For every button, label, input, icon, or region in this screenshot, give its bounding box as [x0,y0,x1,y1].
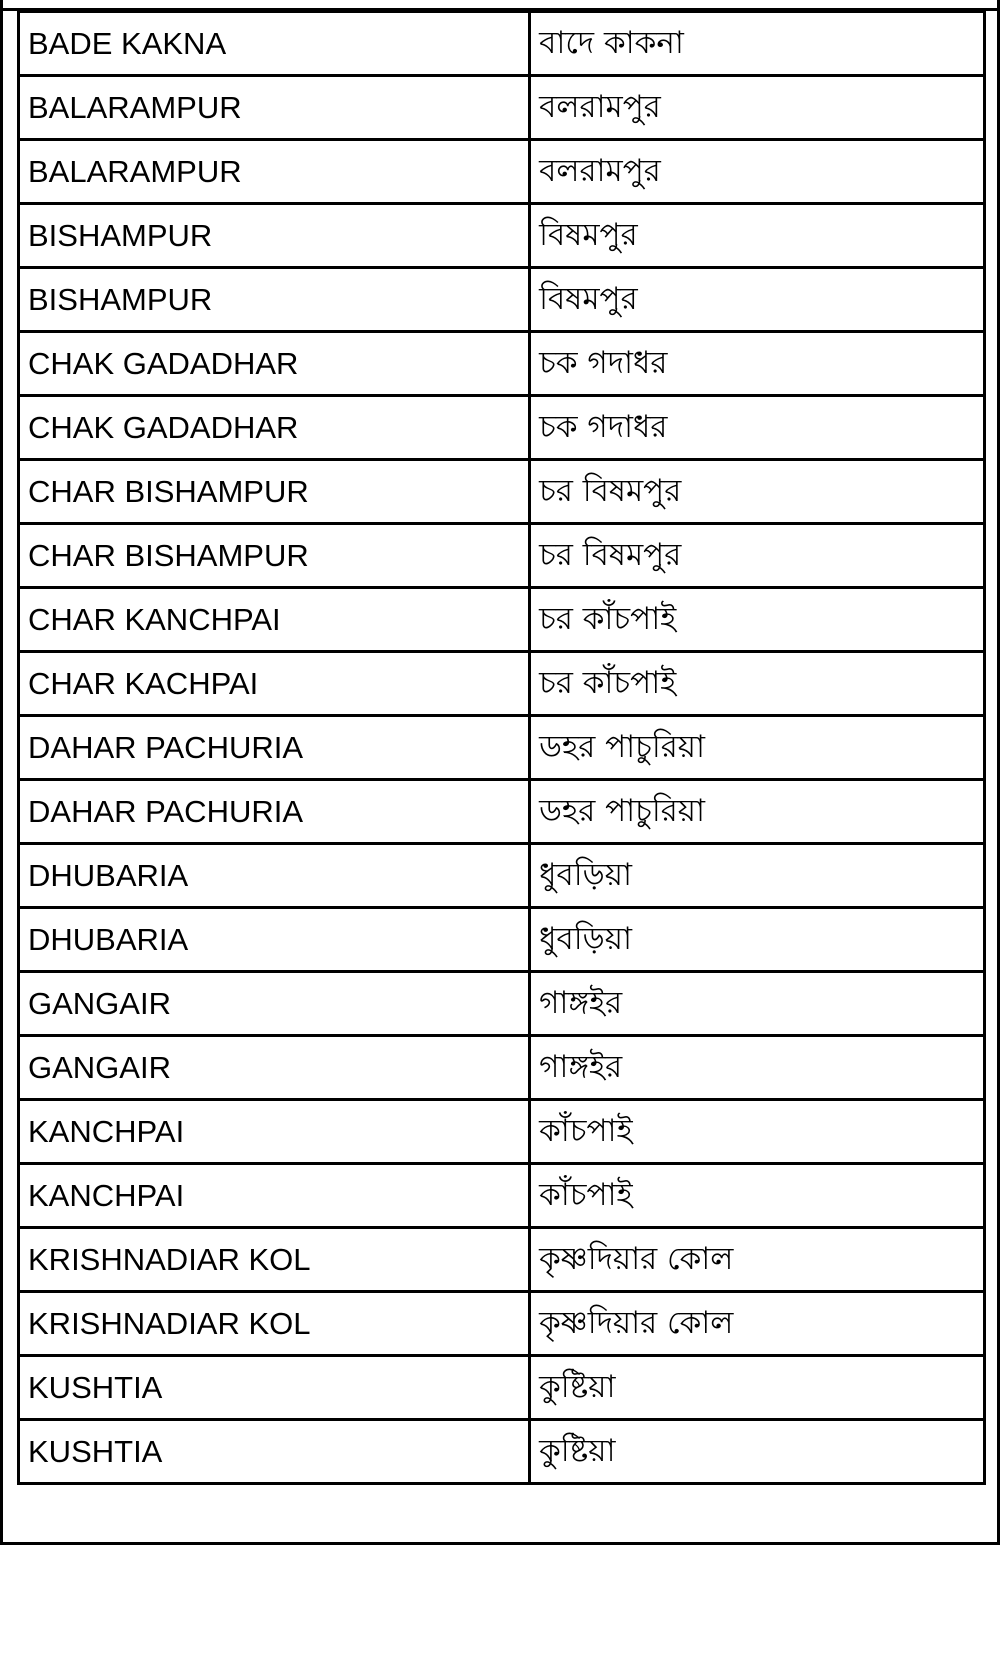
bengali-name-cell: চক গদাধর [530,332,985,396]
bengali-name-cell: কুষ্টিয়া [530,1420,985,1484]
bengali-name-cell: কাঁচপাই [530,1100,985,1164]
table-row [19,652,985,716]
table-row [19,780,985,844]
english-name-cell: CHAR BISHAMPUR [19,524,530,588]
bengali-name-cell: কৃষ্ণদিয়ার কোল [530,1228,985,1292]
table-row [19,1036,985,1100]
bengali-name-cell: বলরামপুর [530,76,985,140]
left-border-line [0,0,3,1545]
bengali-name-cell: ধুবড়িয়া [530,908,985,972]
table-row [19,76,985,140]
english-name-cell: DAHAR PACHURIA [19,716,530,780]
english-name-cell: DHUBARIA [19,908,530,972]
bengali-name-cell: ধুবড়িয়া [530,844,985,908]
table-row [19,972,985,1036]
english-name-cell: DAHAR PACHURIA [19,780,530,844]
bengali-name-cell: চর কাঁচপাই [530,652,985,716]
english-name-cell: GANGAIR [19,1036,530,1100]
english-name-cell: BALARAMPUR [19,140,530,204]
bengali-name-cell: কাঁচপাই [530,1164,985,1228]
table-row [19,140,985,204]
english-name-cell: GANGAIR [19,972,530,1036]
bengali-name-cell: বলরামপুর [530,140,985,204]
bengali-name-cell: ডহর পাচুরিয়া [530,780,985,844]
english-name-cell: CHAR BISHAMPUR [19,460,530,524]
table-row [19,844,985,908]
bengali-name-cell: চক গদাধর [530,396,985,460]
english-name-cell: CHAK GADADHAR [19,332,530,396]
table-row [19,524,985,588]
table-row [19,460,985,524]
table-row [19,396,985,460]
bengali-name-cell: কৃষ্ণদিয়ার কোল [530,1292,985,1356]
bengali-name-cell: কুষ্টিয়া [530,1356,985,1420]
table-row [19,716,985,780]
bengali-name-cell: বিষমপুর [530,268,985,332]
bengali-name-cell: চর বিষমপুর [530,460,985,524]
bottom-border-line [0,1542,1000,1545]
english-name-cell: BISHAMPUR [19,204,530,268]
english-name-cell: BISHAMPUR [19,268,530,332]
table-body [19,12,985,1484]
bengali-name-cell: বাদে কাকনা [530,12,985,76]
english-name-cell: KUSHTIA [19,1420,530,1484]
table-row [19,1100,985,1164]
english-name-cell: CHAR KANCHPAI [19,588,530,652]
table-row [19,12,985,76]
table-row [19,1292,985,1356]
bengali-name-cell: চর কাঁচপাই [530,588,985,652]
table-row [19,588,985,652]
bengali-name-cell: বিষমপুর [530,204,985,268]
english-name-cell: DHUBARIA [19,844,530,908]
table-row [19,1356,985,1420]
english-name-cell: KANCHPAI [19,1100,530,1164]
english-name-cell: BALARAMPUR [19,76,530,140]
english-name-cell: BADE KAKNA [19,12,530,76]
english-name-cell: KANCHPAI [19,1164,530,1228]
table-row [19,332,985,396]
table-row [19,1420,985,1484]
bengali-name-cell: ডহর পাচুরিয়া [530,716,985,780]
english-name-cell: KUSHTIA [19,1356,530,1420]
english-name-cell: KRISHNADIAR KOL [19,1228,530,1292]
table-row [19,268,985,332]
table-row [19,908,985,972]
table-row [19,204,985,268]
table-row [19,1228,985,1292]
bengali-name-cell: গাঙ্গইর [530,1036,985,1100]
table-row [19,1164,985,1228]
place-name-table [17,10,986,1485]
bengali-name-cell: চর বিষমপুর [530,524,985,588]
english-name-cell: CHAK GADADHAR [19,396,530,460]
english-name-cell: CHAR KACHPAI [19,652,530,716]
bengali-name-cell: গাঙ্গইর [530,972,985,1036]
english-name-cell: KRISHNADIAR KOL [19,1292,530,1356]
